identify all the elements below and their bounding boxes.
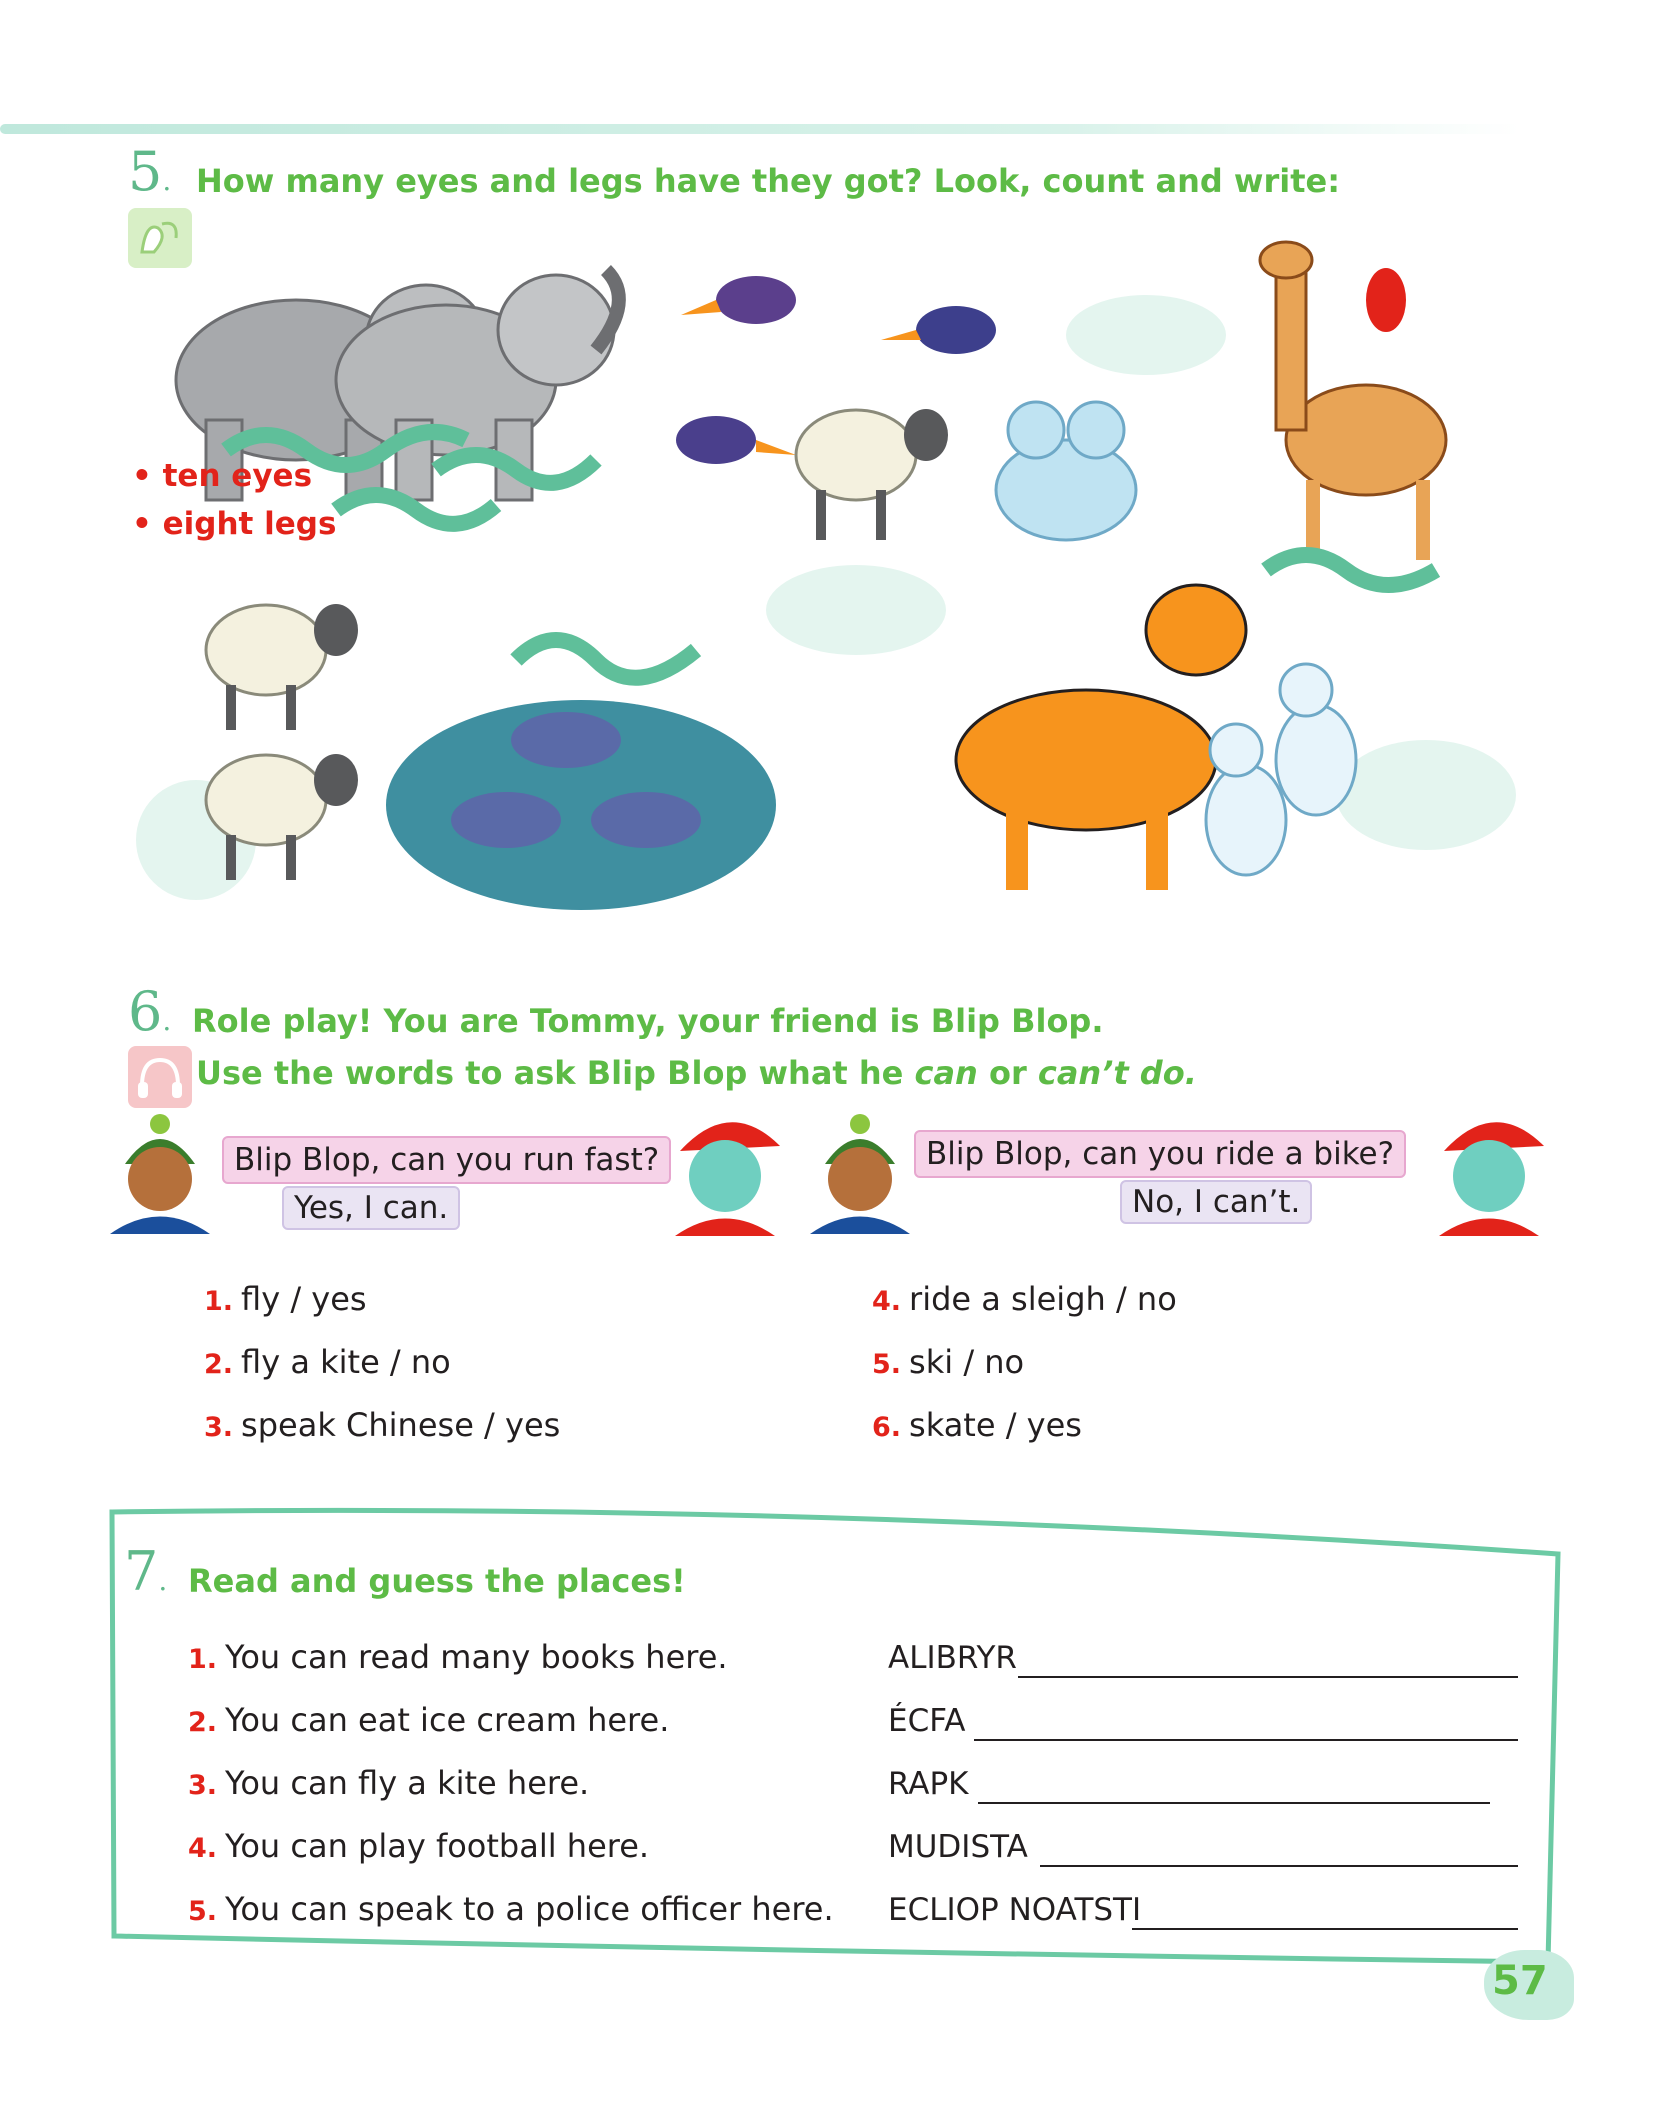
answer-line[interactable] xyxy=(974,1739,1518,1741)
snake-drawing xyxy=(1266,555,1436,585)
hippo-pond-drawing xyxy=(386,700,776,910)
speech-bubble-answer-1: Yes, I can. xyxy=(282,1186,460,1230)
scrambled-word: ECLIOP NOATSTI xyxy=(888,1892,1142,1928)
list-item: 2. fly a kite / no xyxy=(204,1343,451,1381)
scrambled-word: MUDISTA xyxy=(888,1829,1028,1865)
exercise-7-title: Read and guess the places! xyxy=(188,1562,686,1600)
blip-blop-avatar xyxy=(1424,1106,1564,1236)
sheep-drawing xyxy=(796,409,948,540)
list-item: 5. You can speak to a police officer here. xyxy=(188,1890,834,1928)
speech-bubble-question-1: Blip Blop, can you run fast? xyxy=(222,1136,671,1184)
toucan-drawing xyxy=(676,416,796,464)
exercise-6-title-line1: Role play! You are Tommy, your friend is Blip Blop. xyxy=(192,1002,1104,1040)
list-item: 4. You can play football here. xyxy=(188,1827,650,1865)
page-number: 57 xyxy=(1492,1958,1548,2004)
tommy-avatar xyxy=(100,1114,220,1234)
toucan-drawing xyxy=(881,306,996,354)
exercise-5-number: 5. xyxy=(128,140,172,203)
speech-bubble-question-2: Blip Blop, can you ride a bike? xyxy=(914,1130,1406,1178)
exercise-6-title-line2: Use the words to ask Blip Blop what he can or can’t do. xyxy=(196,1054,1197,1092)
scrambled-word: RAPK xyxy=(888,1766,969,1802)
scrambled-word: ALIBRYR xyxy=(888,1640,1017,1676)
answer-line[interactable] xyxy=(978,1802,1490,1804)
animals-illustration xyxy=(136,240,1536,960)
list-item: 3. speak Chinese / yes xyxy=(204,1406,561,1444)
answer-line[interactable] xyxy=(1132,1928,1518,1930)
headphones-icon xyxy=(128,1046,192,1108)
list-item: 1. You can read many books here. xyxy=(188,1638,728,1676)
top-decorative-line xyxy=(0,124,1520,134)
list-item: 6. skate / yes xyxy=(872,1406,1082,1444)
cat-drawing xyxy=(1206,724,1286,875)
giraffe-drawing xyxy=(1260,242,1446,560)
toucan-drawing xyxy=(681,276,796,324)
exercise-7-number: 7. xyxy=(124,1540,168,1603)
tiger-drawing xyxy=(956,585,1246,890)
answer-line[interactable] xyxy=(1040,1865,1518,1867)
answer-legs: • eight legs xyxy=(132,506,337,542)
exercise-5-title: How many eyes and legs have they got? Look, count and write: xyxy=(196,162,1340,200)
answer-line[interactable] xyxy=(1018,1676,1518,1678)
list-item: 3. You can fly a kite here. xyxy=(188,1764,590,1802)
answer-eyes: • ten eyes xyxy=(132,458,313,494)
list-item: 1. fly / yes xyxy=(204,1280,367,1318)
cat-drawing xyxy=(1276,664,1356,815)
list-item: 4. ride a sleigh / no xyxy=(872,1280,1177,1318)
sheep-drawing xyxy=(206,754,358,880)
list-item: 2. You can eat ice cream here. xyxy=(188,1701,670,1739)
list-item: 5. ski / no xyxy=(872,1343,1025,1381)
parrot-drawing xyxy=(1366,268,1406,332)
snake-drawing xyxy=(516,640,696,678)
two-headed-dog-drawing xyxy=(996,402,1136,540)
exercise-6-number: 6. xyxy=(128,980,172,1043)
scrambled-word: ÉCFA xyxy=(888,1703,966,1739)
speech-bubble-answer-2: No, I can’t. xyxy=(1120,1180,1312,1224)
blip-blop-avatar xyxy=(660,1106,800,1236)
tommy-avatar xyxy=(800,1114,920,1234)
sheep-drawing xyxy=(206,604,358,730)
